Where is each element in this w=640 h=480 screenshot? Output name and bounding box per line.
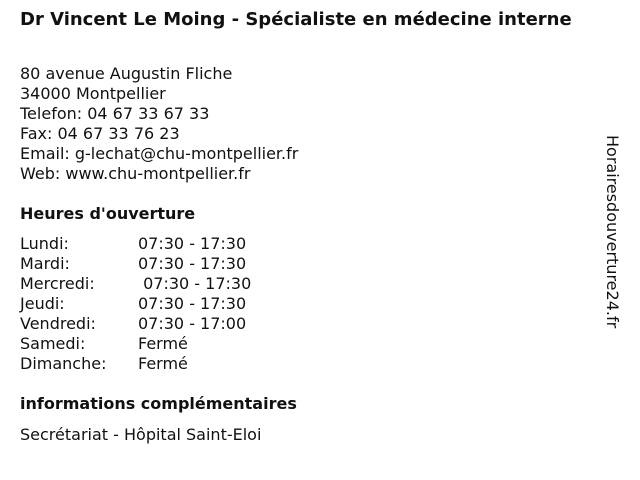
phone-number: Telefon: 04 67 33 67 33 xyxy=(20,104,210,123)
hours-time: 07:30 - 17:30 xyxy=(138,254,247,273)
hours-day: Vendredi: xyxy=(20,314,96,333)
hours-row xyxy=(20,274,251,294)
hours-day: Mardi: xyxy=(20,254,70,273)
hours-day: Jeudi: xyxy=(20,294,65,313)
watermark: Horairesdouverture24.fr xyxy=(603,135,622,329)
fax-number: Fax: 04 67 33 76 23 xyxy=(20,124,180,143)
contact-info xyxy=(20,64,298,184)
address-street: 80 avenue Augustin Fliche xyxy=(20,64,233,83)
additional-info-heading: informations complémentaires xyxy=(20,394,297,413)
opening-hours-table xyxy=(20,234,251,374)
hours-time: 07:30 - 17:00 xyxy=(138,314,247,333)
hours-day: Mercredi: xyxy=(20,274,95,293)
hours-row xyxy=(20,354,251,374)
additional-info-text: Secrétariat - Hôpital Saint-Eloi xyxy=(20,425,262,444)
email-address: Email: g-lechat@chu-montpellier.fr xyxy=(20,144,299,163)
hours-time: 07:30 - 17:30 xyxy=(138,274,252,293)
hours-row xyxy=(20,334,251,354)
opening-hours-heading: Heures d'ouverture xyxy=(20,204,196,223)
website: Web: www.chu-montpellier.fr xyxy=(20,164,251,183)
hours-time: 07:30 - 17:30 xyxy=(138,294,247,313)
hours-row xyxy=(20,254,251,274)
hours-day: Samedi: xyxy=(20,334,86,353)
hours-time: Fermé xyxy=(138,354,188,373)
hours-time: 07:30 - 17:30 xyxy=(138,234,247,253)
hours-day: Dimanche: xyxy=(20,354,107,373)
hours-row xyxy=(20,314,251,334)
hours-time: Fermé xyxy=(138,334,188,353)
hours-row xyxy=(20,234,251,254)
page-title: Dr Vincent Le Moing - Spécialiste en médecine interne xyxy=(20,9,572,30)
hours-row xyxy=(20,294,251,314)
hours-day: Lundi: xyxy=(20,234,69,253)
address-city: 34000 Montpellier xyxy=(20,84,166,103)
